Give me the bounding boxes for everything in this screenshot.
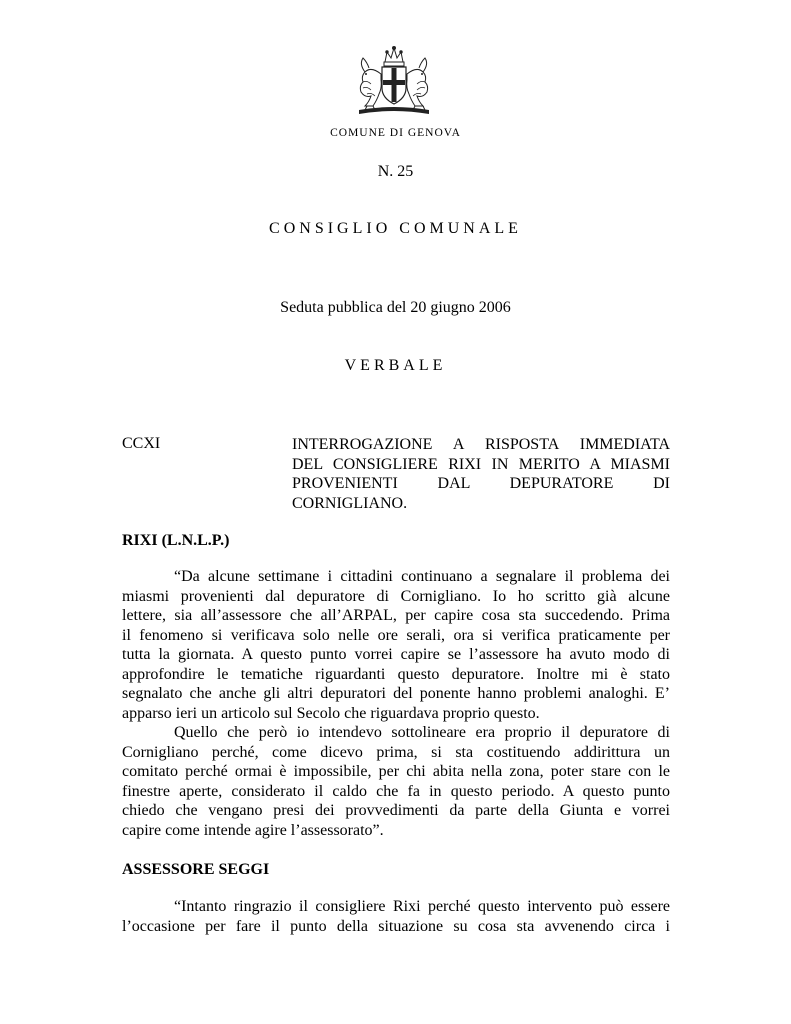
- statement-line: finestre aperte, considerato il caldo che fa in questo periodo. A questo punto: [122, 782, 670, 800]
- statement-line: capire come intende agire l’assessorato”.: [122, 821, 384, 839]
- item-title-line: INTERROGAZIONE A RISPOSTA IMMEDIATA: [292, 436, 670, 453]
- statement-line: tutta la giornata. A questo punto vorrei capire se l’assessore ha avuto modo di: [122, 646, 670, 663]
- statement-line: segnalato che anche gli altri depuratori del ponente hanno problemi analoghi. E’: [122, 685, 670, 702]
- document-type: VERBALE: [344, 357, 447, 374]
- statement-line: comitato perché ormai è impossibile, per chi abita nella zona, poter stare con le: [122, 763, 670, 780]
- speaker-statement: [122, 567, 670, 840]
- statement-line: apparso ieri un articolo sul Secolo che riguardava proprio questo.: [122, 704, 540, 722]
- statement-line: Cornigliano perché, come dicevo prima, si sta costituendo addirittura un: [122, 743, 670, 761]
- council-title: CONSIGLIO COMUNALE: [269, 220, 522, 237]
- speaker-name: ASSESSORE SEGGI: [122, 861, 270, 878]
- statement-line: approfondire le tematiche riguardanti questo depuratore. Inoltre mi è stato: [122, 665, 670, 683]
- statement-line: Quello che però io intendevo sottolineare era proprio il depuratore di: [174, 724, 670, 741]
- item-number: CCXI: [122, 435, 161, 452]
- statement-line: “Da alcune settimane i cittadini continuano a segnalare il problema dei: [174, 568, 670, 585]
- organization-name: COMUNE DI GENOVA: [330, 127, 461, 139]
- statement-line: il fenomeno si verificava solo nelle ore serali, ora si verifica praticamente per: [122, 626, 670, 644]
- item-title-line: PROVENIENTI DAL DEPURATORE DI: [292, 475, 670, 492]
- city-crest-icon: [353, 44, 435, 122]
- document-number: N. 25: [377, 163, 414, 180]
- statement-line: “Intanto ringrazio il consigliere Rixi perché questo intervento può essere: [174, 898, 670, 915]
- statement-line: chiedo che vengano presi dei provvedimenti da parte della Giunta e vorrei: [122, 802, 670, 819]
- item-title-line: CORNIGLIANO.: [292, 494, 408, 512]
- speaker-statement: [122, 897, 670, 936]
- item-title: [292, 435, 670, 513]
- speaker-name: RIXI (L.N.L.P.): [122, 532, 230, 549]
- statement-line: lettere, sia all’assessore che all’ARPAL, per capire cosa sta succedendo. Prima: [122, 607, 670, 624]
- statement-line: miasmi provenienti dal depuratore di Cornigliano. Io ho scritto già alcune: [122, 587, 670, 605]
- session-date: Seduta pubblica del 20 giugno 2006: [280, 299, 511, 316]
- statement-line: l’occasione per fare il punto della situazione su cosa sta avvenendo circa i: [122, 917, 670, 935]
- item-title-line: DEL CONSIGLIERE RIXI IN MERITO A MIASMI: [292, 455, 670, 473]
